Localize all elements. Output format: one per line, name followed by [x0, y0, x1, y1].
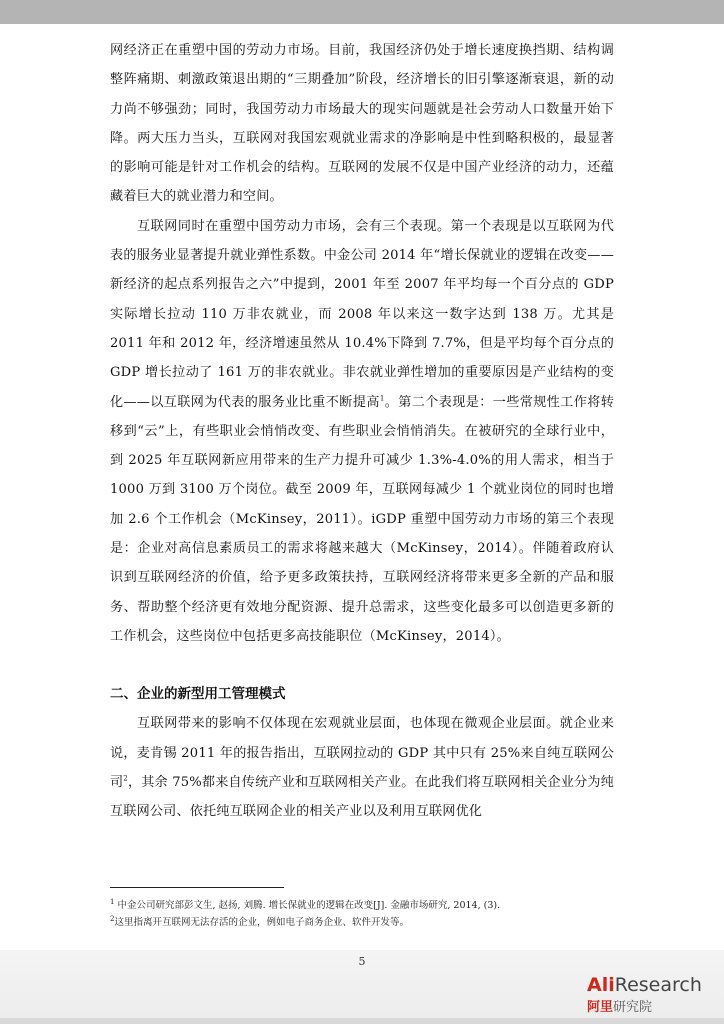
footnote-divider	[110, 887, 284, 888]
paragraph-3	[110, 709, 614, 826]
paragraph-2	[110, 212, 614, 651]
footnote-mark-1: 1	[110, 897, 115, 906]
document-body	[110, 36, 614, 826]
logo-english	[587, 974, 702, 996]
paragraph-3-text-b: ，其余 75%都来自传统产业和互联网相关产业。在此我们将互联网相关企业分为纯互联网公司、依托纯互联网企业的相关产业以及利用互联网优化	[110, 774, 615, 820]
footnote-1-text: 中金公司研究部彭文生, 赵扬, 刘腾. 增长保就业的逻辑在改变[J]. 金融市场研究, 2014, (3).	[114, 900, 501, 911]
logo-research-text: Research	[614, 974, 702, 996]
logo-cn-ali-text: 阿里	[587, 1000, 614, 1015]
footnote-ref-2[interactable]: 2	[123, 774, 128, 783]
aliresearch-logo	[587, 974, 711, 1014]
logo-ali-text: Ali	[587, 974, 615, 996]
footnote-mark-2: 2	[110, 914, 115, 923]
footnote-1	[110, 897, 620, 914]
footnotes	[110, 897, 620, 931]
paragraph-2-text-b: 。第二个表现是：一些常规性工作将转移到“云”上，有些职业会悄悄改变、有些职业会悄悄消失。在被研究的全球行业中，到 2025 年互联网新应用带来的生产力提升可减少 1.3%-4.0%的用人需求，相当于 1000 万到 3100 万个岗位。截至 2009 年，互联网每减少 1 个就业岗位的同时也增加 2.6 个工作机会（McKinsey，2011）。iGDP 重塑中国劳动力市场的第三个表现是：企业对高信息素质员工的需求将越来越大（McKinsey，2014）。伴随着政府认识到互联网经济的价值，给予更多政策扶持，互联网经济将带来更多全新的产品和服务、帮助整个经济更有效地分配资源、提升总需求，这些变化最多可以创造更多新的工作机会，这些岗位中包括更多高技能职位（McKinsey，2014）。	[110, 394, 615, 644]
logo-cn-research-text: 研究院	[613, 1000, 653, 1015]
footer-bar	[0, 1018, 724, 1024]
header-band	[0, 0, 724, 24]
paragraph-2-text-a: 互联网同时在重塑中国劳动力市场，会有三个表现。第一个表现是以互联网为代表的服务业显著提升就业弹性系数。中金公司 2014 年“增长保就业的逻辑在改变——新经济的起点系列报告之六”中提到，2001 年至 2007 年平均每一个百分点的 GDP 实际增长拉动 110 万非农就业，而 2008 年以来这一数字达到 138 万。尤其是 2011 年和 2012 年，经济增速虽然从 10.4%下降到 7.7%，但是平均每个百分点的 GDP 增长拉动了 161 万的非农就业。非农就业弹性增加的重要原因是产业结构的变化——以互联网为代表的服务业比重不断提高	[110, 218, 614, 410]
footnote-2-text: 这里指离开互联网无法存活的企业，例如电子商务企业、软件开发等。	[114, 917, 409, 928]
paragraph-3-text-a: 互联网带来的影响不仅体现在宏观就业层面，也体现在微观企业层面。就企业来说，麦肯锡 2011 年的报告指出，互联网拉动的 GDP 其中只有 25%来自纯互联网公司	[110, 716, 614, 790]
footnote-2	[110, 914, 620, 931]
paragraph-1: 网经济正在重塑中国的劳动力市场。目前，我国经济仍处于增长速度换挡期、结构调整阵痛期、刺激政策退出期的“三期叠加”阶段，经济增长的旧引擎逐渐衰退，新的动力尚不够强劲；同时，我国劳动力市场最大的现实问题就是社会劳动人口数量开始下降。两大压力当头，互联网对我国宏观就业需求的净影响是中性到略积极的，最显著的影响可能是针对工作机会的结构。互联网的发展不仅是中国产业经济的动力，还蕴藏着巨大的就业潜力和空间。	[110, 43, 614, 205]
section-heading: 二、企业的新型用工管理模式	[110, 686, 286, 703]
page-number: 5	[358, 955, 366, 968]
logo-chinese	[587, 996, 652, 1015]
footnote-ref-1[interactable]: 1	[379, 394, 385, 403]
